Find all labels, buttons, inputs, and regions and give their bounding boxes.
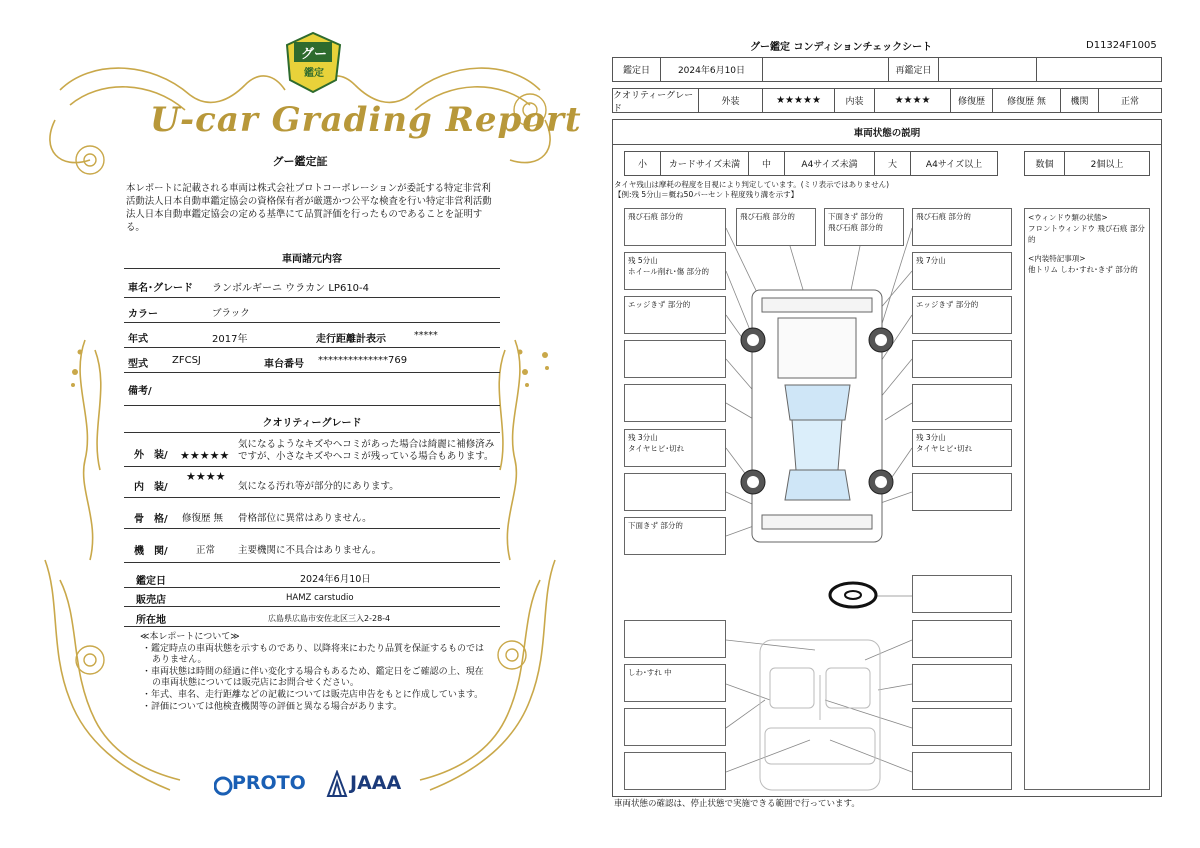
badge-bottom-text: 鑑定 — [304, 68, 324, 79]
note-item: ・評価については他検査機関等の評価と異なる場合があります。 — [142, 701, 403, 712]
note-item: ・年式、車名、走行距離などの記載については販売店申告をもとに作成しています。 — [142, 689, 484, 700]
legend-medium: 中 — [749, 152, 785, 175]
engine-label: 機 関/ — [134, 546, 168, 557]
notes-title: ≪本レポートについて≫ — [140, 632, 240, 642]
condition-box-left-5 — [624, 384, 726, 422]
color-label: カラー — [128, 309, 158, 320]
frame-text: 骨格部位に異常はありません。 — [238, 513, 372, 524]
interior-text: 気になる汚れ等が部分的にあります。 — [238, 481, 399, 492]
box-text: 下面きず 部分的 — [828, 212, 883, 221]
box-text: 飛び石痕 部分的 — [916, 212, 971, 221]
badge-top-text: グー — [300, 47, 327, 62]
note-item: ・車両状態は時間の経過に伴い変化する場合もあるため、鑑定日をご確認の上、現在の車両状態については販売店にお問合せください。 — [142, 666, 484, 689]
engine-value: 正常 — [1120, 97, 1139, 107]
name-value: ランボルギーニ ウラカン LP610-4 — [212, 283, 370, 294]
year-value: 2017年 — [212, 334, 248, 345]
model-label: 型式 — [128, 359, 148, 370]
report-script-title: U-car Grading Report — [150, 100, 582, 140]
grade-label: クオリティーグレード — [613, 89, 699, 112]
date-label: 鑑定日 — [136, 576, 166, 587]
date-value: 2024年6月10日 — [661, 58, 763, 81]
shop-value: HAMZ carstudio — [286, 593, 354, 603]
jaaa-logo-icon — [326, 770, 348, 798]
interior-label: 内 装/ — [134, 482, 168, 493]
name-label: 車名･グレード — [128, 283, 193, 294]
condition-box-right-4 — [912, 340, 1012, 378]
legend-small: 小 — [625, 152, 661, 175]
chassis-value: **************769 — [318, 355, 408, 366]
int-stars: ★★★★ — [875, 89, 951, 112]
box-text: 飛び石痕 部分的 — [628, 212, 683, 221]
model-value: ZFCSJ — [172, 355, 201, 366]
box-text: 残 3分山 — [628, 433, 658, 442]
interior-box-right-3 — [912, 664, 1012, 702]
condition-box-left-2 — [624, 252, 726, 290]
interior-box-right-1 — [912, 575, 1012, 613]
mileage-label: 走行距離計表示 — [316, 334, 386, 345]
address-value: 広島県広島市安佐北区三入2-28-4 — [268, 614, 391, 623]
sheet-title: グー鑑定 コンディションチェックシート — [750, 42, 933, 53]
jaaa-logo-text: JAAA — [350, 772, 402, 794]
interior-box-right-5 — [912, 752, 1012, 790]
box-text: しわ･すれ 中 — [628, 668, 672, 677]
box-text: ホイール削れ･傷 部分的 — [628, 267, 709, 276]
report-notes — [140, 632, 490, 713]
condition-box-right-2 — [912, 252, 1012, 290]
repair-label: 修復歴 — [951, 89, 993, 112]
box-text: 残 3分山 — [916, 433, 946, 442]
box-text: タイヤヒビ･切れ — [628, 444, 685, 453]
year-label: 年式 — [128, 334, 148, 345]
box-text: 飛び石痕 部分的 — [828, 223, 883, 232]
box-text: エッジきず 部分的 — [916, 300, 979, 309]
section-title: 車両状態の説明 — [853, 128, 921, 139]
goo-badge-emblem — [287, 33, 340, 92]
exterior-stars: ★★★★★ — [180, 449, 230, 462]
mileage-value: ***** — [414, 330, 438, 341]
condition-box-left-3 — [624, 296, 726, 334]
ext-stars: ★★★★★ — [763, 89, 835, 112]
interior-stars: ★★★★ — [186, 470, 226, 483]
condition-check-sheet — [600, 0, 1200, 848]
condition-box-left-6 — [624, 429, 726, 467]
window-text: フロントウィンドウ 飛び石痕 部分的 — [1028, 224, 1145, 244]
legend-small-desc: カードサイズ未満 — [661, 152, 749, 175]
condition-box-right-1 — [912, 208, 1012, 246]
date-label: 鑑定日 — [613, 58, 661, 81]
condition-box-right-6 — [912, 429, 1012, 467]
tire-note-2: 【例:残 5分山＝概ね50パーセント程度残り溝を示す】 — [614, 190, 799, 199]
box-text: 飛び石痕 部分的 — [740, 212, 795, 221]
condition-box-right-3 — [912, 296, 1012, 334]
legend-medium-desc: A4サイズ未満 — [785, 152, 875, 175]
note-item: ・鑑定時点の車両状態を示すものであり、以降将来にわたり品質を保証するものではありません。 — [142, 643, 485, 666]
engine-text: 主要機関に不具合はありません。 — [238, 545, 382, 556]
legend-large: 大 — [875, 152, 911, 175]
engine-value: 正常 — [196, 545, 216, 556]
condition-box-left-4 — [624, 340, 726, 378]
exterior-label: 外 装/ — [134, 450, 168, 461]
quality-title: クオリティーグレード — [262, 418, 362, 429]
frame-value: 修復歴 無 — [182, 513, 224, 524]
tire-note-1: タイヤ残山は摩耗の程度を目視により判定しています。(ミリ表示ではありません) — [614, 180, 890, 189]
certificate-text: 本レポートに記載される車両は株式会社プロトコーポレーションが委託する特定非営利活動法人日本自動車鑑定協会の資格保有者が厳選かつ公平な検査を行い特定非営利活動法人日本自動車鑑定協会の定める基準にて品質評価を行ったものであることを証明する。 — [126, 183, 492, 233]
shop-label: 販売店 — [136, 595, 166, 606]
date-value: 2024年6月10日 — [300, 574, 371, 585]
legend-count: 数個 — [1025, 152, 1065, 175]
interior-box-right-2 — [912, 620, 1012, 658]
remarks-label: 備考/ — [128, 386, 152, 397]
certificate-title: グー鑑定証 — [272, 155, 328, 168]
condition-box-right-5 — [912, 384, 1012, 422]
condition-box-left-7 — [624, 473, 726, 511]
reinspect-label: 再鑑定日 — [889, 58, 939, 81]
box-text: 残 5分山 — [628, 256, 658, 265]
interior-box-left-1 — [624, 620, 726, 658]
exterior-text: 気になるようなキズやヘコミがあった場合は綺麗に補修済みですが、小さなキズやヘコミが残っている場合もあります。 — [238, 439, 495, 462]
interior-box-left-3 — [624, 708, 726, 746]
condition-box-left-8 — [624, 517, 726, 555]
box-text: エッジきず 部分的 — [628, 300, 691, 309]
footer-note: 車両状態の確認は、停止状態で実施できる範囲で行っています。 — [614, 799, 860, 809]
window-title: <ウィンドウ類の状態> — [1028, 213, 1108, 222]
legend-large-desc: A4サイズ以上 — [925, 160, 983, 170]
condition-box-right-7 — [912, 473, 1012, 511]
interior-text: 他トリム しわ･すれ･きず 部分的 — [1028, 265, 1138, 274]
box-text: 残 7分山 — [916, 256, 946, 265]
interior-box-right-4 — [912, 708, 1012, 746]
repair-value: 修復歴 無 — [993, 89, 1061, 112]
box-text: 下面きず 部分的 — [628, 521, 683, 530]
engine-label: 機関 — [1061, 89, 1099, 112]
address-label: 所在地 — [136, 615, 166, 626]
frame-label: 骨 格/ — [134, 514, 168, 525]
condition-box-top-2 — [824, 208, 904, 246]
condition-box-left-1 — [624, 208, 726, 246]
color-value: ブラック — [212, 308, 250, 319]
interior-title: <内装特記事項> — [1028, 254, 1086, 263]
chassis-label: 車台番号 — [264, 359, 304, 370]
interior-box-left-4 — [624, 752, 726, 790]
interior-box-left-2 — [624, 664, 726, 702]
side-notes-panel — [1024, 208, 1150, 790]
proto-logo-text: PROTO — [232, 772, 306, 794]
document-id: D11324F1005 — [1086, 40, 1157, 51]
ext-label: 外装 — [699, 89, 763, 112]
int-label: 内装 — [835, 89, 875, 112]
steering-wheel-icon — [830, 583, 876, 607]
box-text: タイヤヒビ･切れ — [916, 444, 973, 453]
legend-count-desc: 2個以上 — [1090, 160, 1124, 170]
condition-box-top-1 — [736, 208, 816, 246]
specs-title: 車両諸元内容 — [282, 254, 342, 265]
